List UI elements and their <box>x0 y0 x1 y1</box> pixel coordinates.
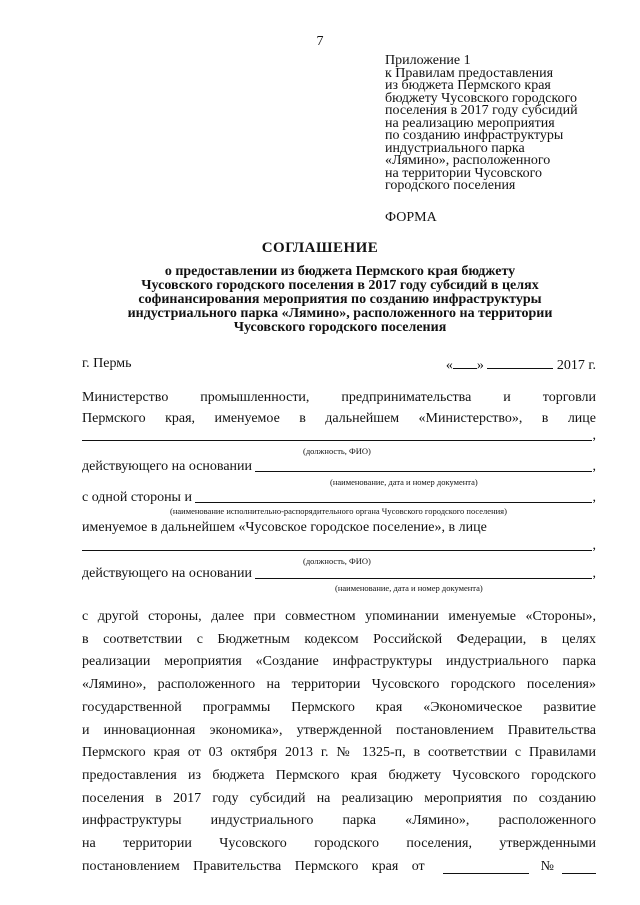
document-subtitle <box>80 265 600 335</box>
agreement-body <box>82 606 596 878</box>
chusovoy-representative-blank[interactable] <box>82 538 592 551</box>
body-line: и инновационная экономика», утвержденной постановлением Правительства <box>82 722 596 738</box>
ministry-representative-blank[interactable] <box>82 428 592 441</box>
comma: , <box>592 428 596 443</box>
appendix-line: бюджету Чусовского городского <box>385 90 577 106</box>
comma: , <box>592 566 596 581</box>
appendix-line: на территории Чусовского <box>385 165 542 181</box>
body-line: инфраструктуры индустриального парка «Лямино», расположенного <box>82 813 596 829</box>
last-line-text: постановлением Правительства Пермского края от <box>82 858 425 874</box>
body-line: реализации мероприятия «Создание инфраструктуры индустриального парка <box>82 654 596 670</box>
body-line: поселения в 2017 году субсидий на реализацию мероприятия по созданию <box>82 790 596 806</box>
subtitle-line: о предоставлении из бюджета Пермского края бюджету <box>164 264 516 279</box>
hint-position-fio: (должность, ФИО) <box>303 446 371 456</box>
agreement-date <box>446 356 596 374</box>
appendix-line: индустриального парка <box>385 140 525 156</box>
comma: , <box>592 538 596 553</box>
other-party-row <box>82 490 596 506</box>
appendix-line: по созданию инфраструктуры <box>385 128 564 143</box>
number-sign: № <box>540 858 554 874</box>
subtitle-line: индустриального парка «Лямино», расположенного на территории <box>127 306 553 321</box>
subtitle-line: софинансирования мероприятия по созданию инфраструктуры <box>138 292 542 307</box>
acting-basis-label: действующего на основании <box>82 459 253 474</box>
comma: , <box>592 459 596 474</box>
date-year: 2017 г. <box>556 358 596 373</box>
appendix-line: городского поселения <box>385 178 516 193</box>
body-line: с другой стороны, далее при совместном упоминании именуемые «Стороны», <box>82 609 596 624</box>
date-open-quote: « <box>445 358 453 373</box>
appendix-line: к Правилам предоставления <box>385 65 554 81</box>
chusovoy-representative-row <box>82 538 596 554</box>
hint-executive-body: (наименование исполнительно-распорядительного органа Чусовского городского поселения) <box>170 506 507 516</box>
comma: , <box>592 490 596 505</box>
hint-position-fio: (должность, ФИО) <box>303 556 371 566</box>
subtitle-line: Чусовского городского поселения <box>233 320 447 335</box>
date-close-quote: » <box>476 358 484 373</box>
hint-document: (наименование, дата и номер документа) <box>335 583 483 593</box>
page-number: 7 <box>316 34 324 49</box>
body-line: предоставления из бюджета Пермского края бюджету Чусовского городского <box>82 767 596 783</box>
city: г. Пермь <box>82 356 132 371</box>
appendix-line: «Лямино», расположенного <box>385 153 551 168</box>
other-party-blank[interactable] <box>195 490 592 503</box>
body-line: в соответствии с Бюджетным кодексом Российской Федерации, в целях <box>82 631 596 647</box>
day-blank[interactable] <box>453 356 477 369</box>
form-label: ФОРМА <box>385 210 437 225</box>
ministry-basis-row <box>82 459 596 475</box>
intro-line: Министерство промышленности, предпринимательства и торговли <box>82 390 596 405</box>
subtitle-line: Чусовского городского поселения в 2017 году субсидий в целях <box>141 278 539 293</box>
resolution-number-blank[interactable] <box>562 861 596 874</box>
hint-document: (наименование, дата и номер документа) <box>330 477 478 487</box>
last-line <box>82 856 596 879</box>
appendix-line: поселения в 2017 году субсидий <box>385 103 578 118</box>
intro-line: Пермского края, именуемое в дальнейшем «Министерство», в лице <box>82 411 596 426</box>
one-side-label: с одной стороны и <box>82 490 192 505</box>
appendix-line: на реализацию мероприятия <box>385 115 555 131</box>
ministry-representative-row <box>82 428 596 444</box>
acting-basis-label: действующего на основании <box>82 566 253 581</box>
body-line: на территории Чусовского городского поселения, утвержденными <box>82 836 596 852</box>
document-title: СОГЛАШЕНИЕ <box>261 240 379 256</box>
body-line: «Лямино», расположенного на территории Чусовского городского поселения» <box>82 677 596 693</box>
chusovoy-basis-blank[interactable] <box>255 566 591 579</box>
appendix-header <box>385 55 615 193</box>
appendix-line: Приложение 1 <box>385 53 471 68</box>
resolution-date-blank[interactable] <box>443 861 529 874</box>
body-line: государственной программы Пермского края «Экономическое развитие <box>82 699 596 715</box>
appendix-line: из бюджета Пермского края <box>385 78 551 93</box>
month-blank[interactable] <box>487 356 553 369</box>
body-line: Пермского края от 03 октября 2013 г. № 1325-п, в соответствии с Правилами <box>82 745 596 761</box>
named-chusovoy-line: именуемое в дальнейшем «Чусовское городское поселение», в лице <box>82 520 487 535</box>
ministry-basis-blank[interactable] <box>255 459 591 472</box>
chusovoy-basis-row <box>82 566 596 582</box>
